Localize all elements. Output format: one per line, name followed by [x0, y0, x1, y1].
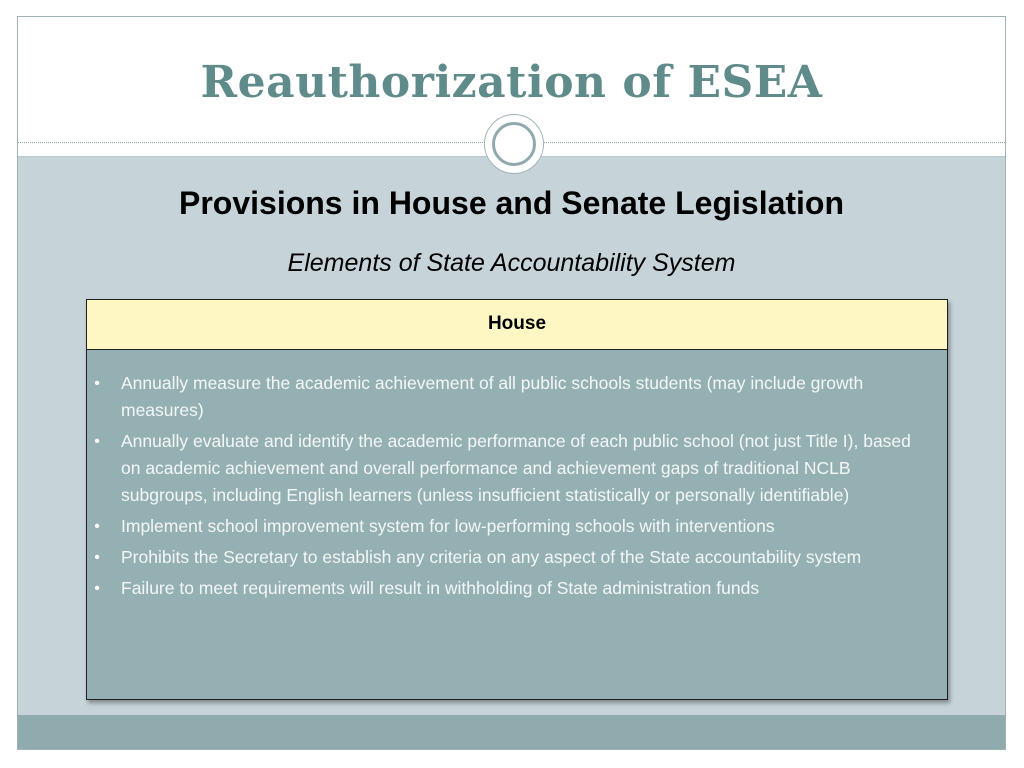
list-item-text: Implement school improvement system for low-performing schools with interventions [121, 516, 775, 536]
slide [17, 16, 1006, 750]
list-item-text: Annually evaluate and identify the academic performance of each public school (not just Title I), based on academic achievement and overall performance and achievement gaps of traditional NCLB subgroups, including English learners (unless insufficient statistically or personally identifiable) [121, 431, 911, 505]
list-item [94, 575, 935, 602]
bullet-icon: • [94, 549, 100, 566]
slide-title: Reauthorization of ESEA [200, 57, 823, 108]
provisions-table [86, 299, 948, 700]
bullet-icon: • [94, 518, 100, 535]
list-item-text: Prohibits the Secretary to establish any criteria on any aspect of the State accountability system [121, 547, 862, 567]
list-item [94, 428, 935, 509]
list-item-text: Annually measure the academic achievement of all public schools students (may include growth measures) [121, 373, 864, 420]
list-item-text: Failure to meet requirements will result in withholding of State administration funds [121, 578, 760, 598]
circle-ornament-inner [492, 122, 536, 166]
bullet-icon: • [94, 580, 100, 597]
list-item [94, 513, 935, 540]
slide-subtitle: Provisions in House and Senate Legislation [178, 185, 845, 221]
table-header-house: House [87, 300, 947, 350]
list-item [94, 370, 935, 424]
provisions-list [87, 350, 947, 602]
list-item [94, 544, 935, 571]
bullet-icon: • [94, 433, 100, 450]
circle-ornament-icon [485, 115, 543, 173]
footer-bar [18, 715, 1005, 749]
slide-subheading: Elements of State Accountability System [287, 249, 736, 277]
bullet-icon: • [94, 375, 100, 392]
